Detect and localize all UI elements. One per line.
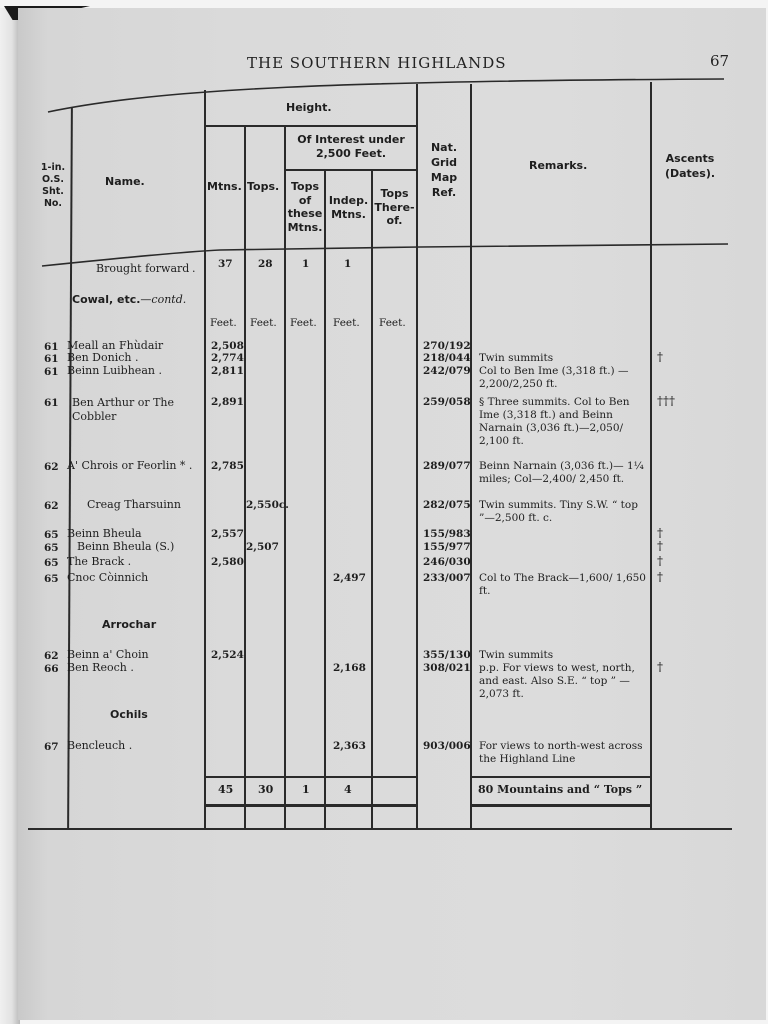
row-remarks: Col to The Brack—1,600/ 1,650 ft. (479, 572, 646, 597)
row-mtns: 2,891 (211, 396, 244, 408)
row-remarks: § Three summits. Col to Ben Ime (3,318 ft.) and Beinn Narnain (3,036 ft.)—2,050/ 2,100 ft. (479, 396, 630, 447)
totals-double-rule (205, 804, 417, 807)
col-rule-remarks (650, 82, 652, 828)
row-remarks: Col to Ben Ime (3,318 ft.) —2,200/2,250 ft. (479, 365, 629, 390)
header-of-interest-line: Of Interest under (297, 133, 405, 146)
row-indep: 2,363 (333, 740, 366, 752)
section-heading-cowal (72, 294, 186, 307)
header-grid (418, 140, 470, 200)
row-sheet-number: 66 (44, 663, 59, 675)
total-mtns: 45 (218, 783, 234, 796)
col-rule-mtns (244, 126, 246, 828)
row-mtns: 2,524 (211, 649, 244, 661)
header-line: Nat. (430, 141, 458, 154)
col-rule-name (204, 90, 206, 828)
row-sheet-number: 65 (44, 529, 59, 541)
totals-double-rule-remarks (471, 804, 651, 807)
row-grid-ref: 289/077 (423, 460, 471, 472)
col-rule-tops-these (324, 170, 326, 828)
row-sheet-number: 61 (44, 397, 59, 409)
header-sheet (38, 162, 68, 210)
row-remarks: Twin summits (479, 352, 554, 364)
section-heading-ochils: Ochils (110, 708, 148, 721)
header-tops: Tops. (247, 180, 280, 193)
row-remarks: Twin summits. Tiny S.W. “ top ”—2,500 ft. c. (479, 499, 638, 524)
page-number: 67 (710, 52, 730, 70)
row-name: Beinn a' Choin (67, 648, 149, 661)
row-sheet-number: 61 (44, 366, 59, 378)
height-rule (205, 125, 416, 127)
row-grid-ref: 259/058 (423, 396, 471, 408)
table-top-rule (44, 78, 724, 114)
row-name: Beinn Bheula (67, 527, 142, 540)
section-title: Cowal, etc. (72, 293, 141, 306)
header-tops-thereof (373, 187, 416, 228)
brought-forward-tops: 28 (258, 258, 273, 270)
brought-forward-mtns: 37 (218, 258, 233, 270)
header-ascents (660, 151, 720, 181)
row-ascents: ††† (657, 394, 675, 408)
row-grid-ref: 233/007 (423, 572, 471, 584)
row-grid-ref: 242/079 (423, 365, 471, 377)
header-line: Indep. (328, 194, 369, 207)
unit-mtns: Feet. (210, 317, 237, 329)
row-name: A' Chrois or Feorlin * . (67, 459, 193, 472)
row-sheet-number: 62 (44, 650, 59, 662)
row-name: Cnoc Còinnich (67, 571, 149, 584)
totals-top-rule (205, 776, 417, 778)
header-sheet-line: Sht. (42, 186, 64, 197)
row-sheet-number: 62 (44, 500, 59, 512)
row-name: Creag Tharsuinn (87, 498, 181, 511)
header-indep (326, 194, 371, 221)
row-grid-ref: 308/021 (423, 662, 471, 674)
row-mtns: 2,508 (211, 340, 244, 352)
row-name: Ben Arthur or The Cobbler (72, 396, 175, 423)
header-mtns: Mtns. (207, 180, 242, 193)
brought-forward-label: Brought forward (96, 262, 190, 275)
row-remarks: For views to north-west across the Highland Line (479, 740, 643, 765)
totals-top-rule-remarks (471, 776, 651, 778)
row-tops: 2,507 (246, 541, 279, 553)
header-sheet-line: O.S. (42, 174, 64, 185)
row-ascents: † (657, 526, 663, 540)
row-name: Beinn Bheula (S.) (77, 540, 175, 553)
row-mtns: 2,774 (211, 352, 244, 364)
unit-tops: Feet. (250, 317, 277, 329)
row-name: Meall an Fhùdair (67, 339, 164, 352)
row-ascents: † (657, 570, 663, 584)
header-height: Height. (286, 101, 332, 114)
row-ascents: † (657, 539, 663, 553)
header-line: Ref. (431, 186, 457, 199)
header-sheet-line: 1-in. (40, 162, 66, 173)
row-name: Beinn Luibhean . (67, 364, 162, 377)
row-name: Bencleuch . (67, 739, 133, 752)
header-line: Grid (430, 156, 458, 169)
row-mtns: 2,557 (211, 528, 244, 540)
row-tops: 2,550c. (246, 499, 289, 511)
row-indep: 2,497 (333, 572, 366, 584)
row-sheet-number: 62 (44, 461, 59, 473)
total-summary: 80 Mountains and “ Tops ” (478, 783, 643, 796)
brought-forward-indep: 1 (344, 258, 352, 270)
row-sheet-number: 61 (44, 353, 59, 365)
row-grid-ref: 903/006 (423, 740, 471, 752)
row-mtns: 2,811 (211, 365, 244, 377)
row-name: Ben Donich . (67, 351, 139, 364)
header-line: There- (374, 200, 415, 214)
book-spine (0, 8, 20, 1024)
header-line: (Dates). (664, 167, 716, 180)
row-mtns: 2,580 (211, 556, 244, 568)
row-grid-ref: 246/030 (423, 556, 471, 568)
row-indep: 2,168 (333, 662, 366, 674)
header-line: Tops (290, 180, 320, 193)
row-grid-ref: 282/075 (423, 499, 471, 511)
header-remarks: Remarks. (529, 159, 588, 172)
header-of-interest-line: 2,500 Feet. (315, 146, 387, 160)
row-grid-ref: 155/977 (423, 541, 471, 553)
header-line: Mtns. (331, 207, 366, 221)
header-of-interest (287, 133, 415, 160)
row-ascents: † (657, 554, 663, 568)
header-line: of (298, 193, 312, 207)
total-tops: 30 (258, 783, 274, 796)
interest-rule (285, 169, 416, 171)
header-line: of. (386, 214, 403, 227)
row-grid-ref: 155/983 (423, 528, 471, 540)
row-name: The Brack . (67, 555, 132, 568)
header-name: Name. (105, 175, 145, 188)
header-line: these (287, 207, 323, 220)
row-sheet-number: 65 (44, 573, 59, 585)
unit-thereof: Feet. (379, 317, 406, 329)
row-remarks: Twin summits (479, 649, 554, 661)
unit-indep: Feet. (333, 317, 360, 329)
row-ascents: † (657, 350, 663, 364)
row-name: Ben Reoch . (67, 661, 134, 674)
brought-forward-dot: . (192, 262, 196, 275)
running-head: THE SOUTHERN HIGHLANDS (247, 54, 507, 72)
brought-forward-tops-these: 1 (302, 258, 310, 270)
row-grid-ref: 355/130 (423, 649, 471, 661)
table-bottom-rule (28, 828, 732, 830)
row-sheet-number: 65 (44, 542, 59, 554)
row-sheet-number: 67 (44, 741, 59, 753)
total-indep: 4 (344, 783, 352, 796)
row-sheet-number: 65 (44, 557, 59, 569)
section-heading-arrochar: Arrochar (102, 618, 157, 631)
section-suffix: —contd. (140, 293, 187, 306)
row-sheet-number: 61 (44, 341, 59, 353)
header-sheet-line: No. (43, 198, 63, 209)
col-rule-grid (470, 84, 472, 828)
header-line: Ascents (665, 152, 715, 165)
header-line: Map (430, 171, 458, 184)
row-grid-ref: 270/192 (423, 340, 471, 352)
total-tops-these: 1 (302, 783, 310, 796)
unit-tops-these: Feet. (290, 317, 317, 329)
row-ascents: † (657, 660, 663, 674)
header-line: Tops (380, 187, 409, 200)
row-mtns: 2,785 (211, 460, 244, 472)
row-remarks: Beinn Narnain (3,036 ft.)— 1¼ miles; Col—2,400/ 2,450 ft. (479, 460, 644, 485)
col-rule-indep (371, 170, 373, 828)
row-grid-ref: 218/044 (423, 352, 471, 364)
header-line: Mtns. (287, 220, 323, 234)
row-remarks: p.p. For views to west, north, and east. Also S.E. “ top ” —2,073 ft. (479, 662, 635, 700)
header-tops-of-these (286, 180, 324, 234)
